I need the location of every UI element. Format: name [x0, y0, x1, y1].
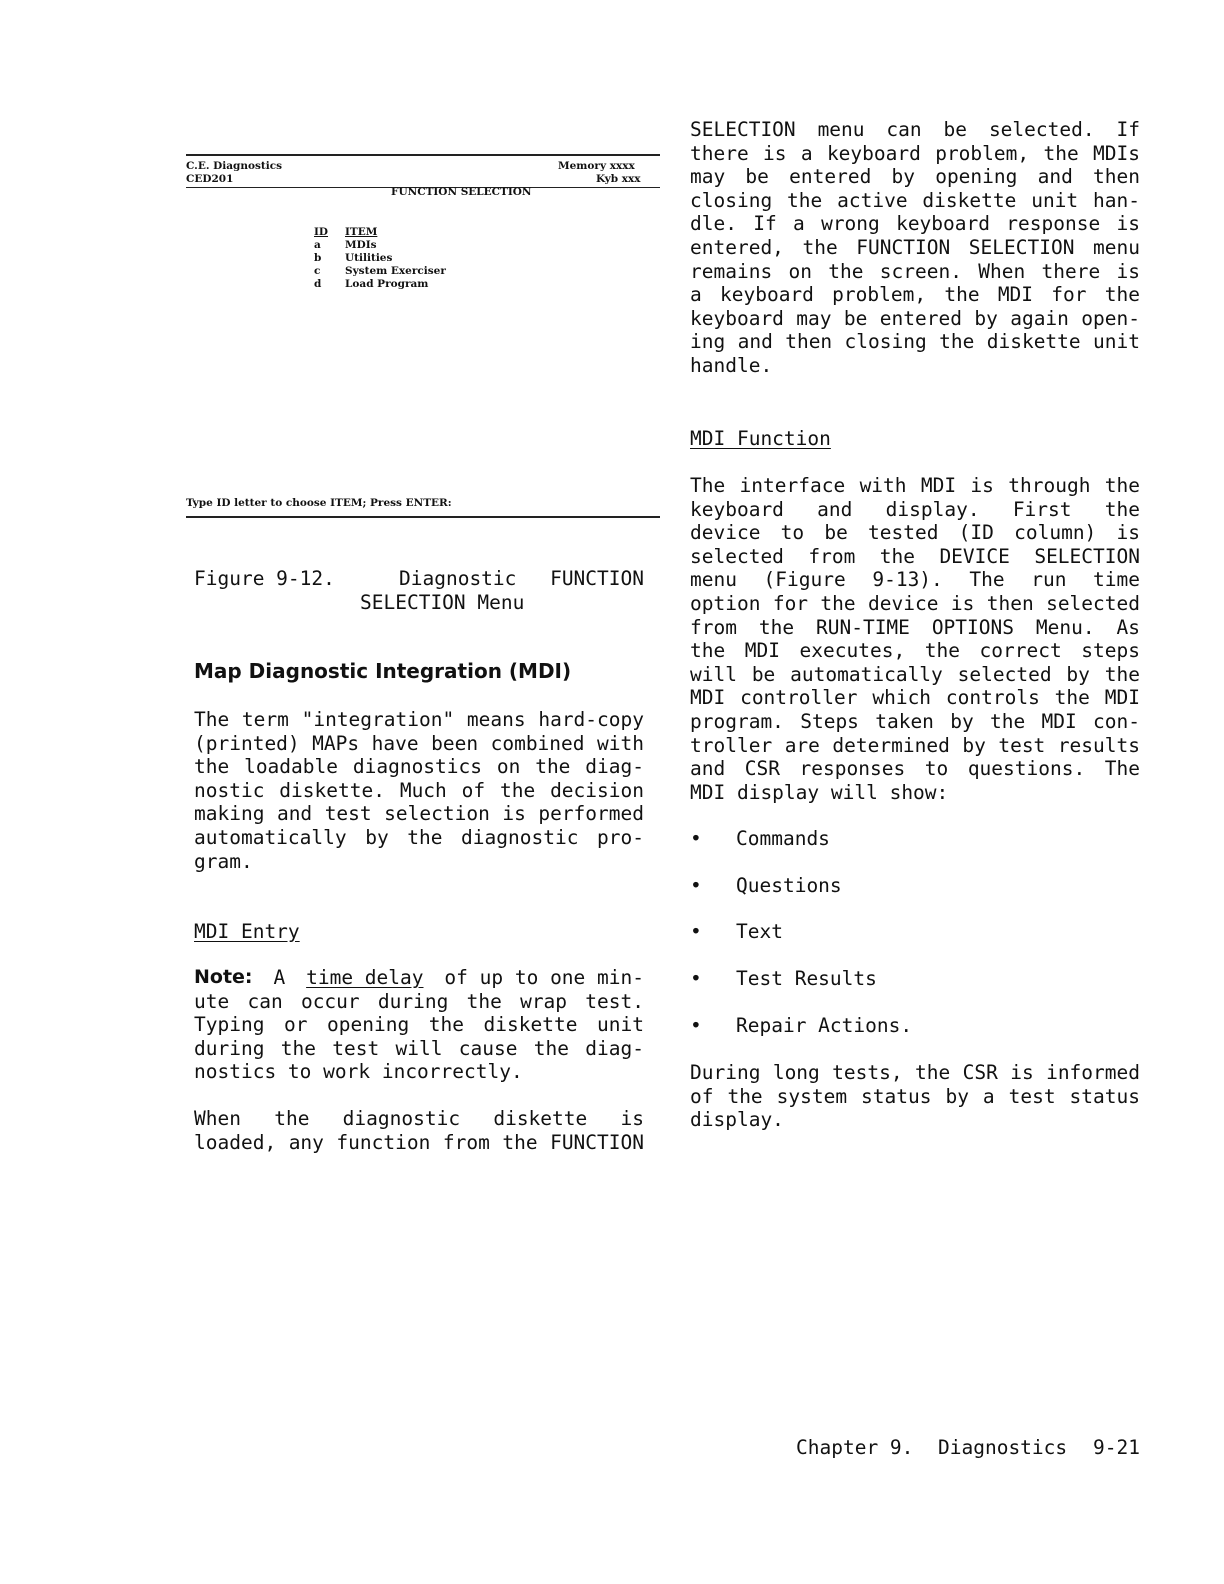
footer-chapter: Chapter 9.	[796, 1436, 914, 1459]
text-line: ute can occur during the wrap test.	[194, 989, 644, 1013]
screen-item-id: a	[314, 239, 321, 251]
text-line: nostics to work incorrectly.	[194, 1060, 523, 1084]
continued-paragraph	[690, 118, 1140, 378]
text-line: of up to one min-	[444, 966, 644, 989]
figure-caption-line2: SELECTION Menu	[360, 591, 525, 614]
bullet-dot-icon: •	[690, 874, 702, 897]
screen-menu-title: FUNCTION SELECTION	[391, 186, 532, 198]
screen-item-label: System Exerciser	[345, 265, 446, 277]
text-line: during the test will cause the diag-	[194, 1036, 644, 1060]
screen-bottom-rule	[186, 516, 660, 518]
function-paragraph	[690, 474, 1140, 804]
screen-app-title: C.E. Diagnostics	[186, 160, 283, 172]
text-line: Typing or opening the diskette unit	[194, 1013, 644, 1037]
text-line: handle.	[690, 353, 773, 377]
text-line: nostic diskette. Much of the decision	[194, 778, 644, 802]
footer-title: Diagnostics	[938, 1436, 1068, 1459]
intro-paragraph	[194, 708, 644, 873]
screen-id: CED201	[186, 173, 234, 185]
text-line: The interface with MDI is through the	[690, 474, 1140, 497]
screen-item-id: c	[314, 265, 321, 277]
bullet-text: Commands	[736, 827, 830, 850]
text-line: The term "integration" means hard-copy	[194, 708, 644, 731]
screen-item-label: MDIs	[345, 239, 377, 251]
screen-kyb-label: Kyb xxx	[596, 173, 641, 185]
figure-caption-word: Diagnostic	[399, 567, 517, 590]
text-line: making and test selection is performed	[194, 802, 644, 826]
text-line: loaded, any function from the FUNCTION	[194, 1130, 644, 1154]
bullet-dot-icon: •	[690, 920, 702, 943]
text-line: ing and then closing the diskette unit	[690, 330, 1140, 354]
text-line: closing the active diskette unit han-	[690, 188, 1140, 212]
screen-item-label: Utilities	[345, 252, 393, 264]
note-label: Note:	[194, 966, 253, 988]
text-line: and CSR responses to questions. The	[690, 757, 1140, 781]
screen-col-id: ID	[314, 226, 329, 238]
section-heading: Map Diagnostic Integration (MDI)	[194, 659, 572, 683]
page-footer	[796, 1436, 1140, 1460]
screen-col-item: ITEM	[345, 226, 378, 238]
closing-paragraph	[690, 1061, 1140, 1132]
bullet-text: Text	[736, 920, 783, 943]
note-first-line	[194, 966, 644, 990]
text-line: a keyboard problem, the MDI for the	[690, 283, 1140, 307]
text-line: device to be tested (ID column) is	[690, 521, 1140, 545]
text-line: SELECTION menu can be selected. If	[690, 118, 1140, 141]
bullet-text: Test Results	[736, 967, 877, 990]
text-line: program. Steps taken by the MDI con-	[690, 709, 1140, 733]
screen-prompt: Type ID letter to choose ITEM; Press ENTER:	[186, 497, 452, 509]
text-line: During long tests, the CSR is informed	[690, 1061, 1140, 1084]
text-line: will be automatically selected by the	[690, 662, 1140, 686]
bullet-text: Questions	[736, 874, 842, 897]
text-line: from the RUN-TIME OPTIONS Menu. As	[690, 615, 1140, 639]
screen-item-id: b	[314, 252, 322, 264]
text-line: keyboard and display. First the	[690, 497, 1140, 521]
text-line: gram.	[194, 849, 253, 873]
note-paragraph	[194, 966, 644, 1084]
text-line: selected from the DEVICE SELECTION	[690, 544, 1140, 568]
text-line: entered, the FUNCTION SELECTION menu	[690, 235, 1140, 259]
text-line: remains on the screen. When there is	[690, 259, 1140, 283]
screen-item-id: d	[314, 278, 322, 290]
text-line: MDI controller which controls the MDI	[690, 686, 1140, 710]
figure-caption-word: FUNCTION	[550, 567, 644, 590]
bullet-dot-icon: •	[690, 827, 702, 850]
text-line: (printed) MAPs have been combined with	[194, 731, 644, 755]
time-delay-term: time delay	[306, 966, 424, 989]
text-line: of the system status by a test status	[690, 1084, 1140, 1108]
screen-item-label: Load Program	[345, 278, 429, 290]
text-line: display.	[690, 1108, 784, 1132]
text-line: the MDI executes, the correct steps	[690, 639, 1140, 663]
text-line: option for the device is then selected	[690, 591, 1140, 615]
screen-memory-label: Memory xxxx	[558, 160, 635, 172]
screen-top-rule	[186, 154, 660, 156]
mdi-entry-heading: MDI Entry	[194, 920, 300, 943]
text-line: dle. If a wrong keyboard response is	[690, 212, 1140, 236]
bullet-dot-icon: •	[690, 967, 702, 990]
text-word: A	[273, 966, 286, 989]
text-line: troller are determined by test results	[690, 733, 1140, 757]
when-paragraph	[194, 1107, 644, 1154]
bullet-dot-icon: •	[690, 1014, 702, 1037]
figure-number: Figure 9-12.	[194, 567, 335, 590]
mdi-function-heading: MDI Function	[690, 427, 831, 450]
text-line: When the diagnostic diskette is	[194, 1107, 644, 1130]
function-selection-screen	[186, 154, 660, 522]
text-line: the loadable diagnostics on the diag-	[194, 755, 644, 779]
figure-caption	[194, 567, 644, 591]
page-number: 9-21	[1093, 1436, 1140, 1459]
text-line: MDI display will show:	[690, 780, 949, 804]
text-line: there is a keyboard problem, the MDIs	[690, 141, 1140, 165]
text-line: automatically by the diagnostic pro-	[194, 825, 644, 849]
text-line: may be entered by opening and then	[690, 165, 1140, 189]
text-line: keyboard may be entered by again open-	[690, 306, 1140, 330]
bullet-text: Repair Actions.	[736, 1014, 913, 1037]
text-line: menu (Figure 9-13). The run time	[690, 568, 1140, 592]
